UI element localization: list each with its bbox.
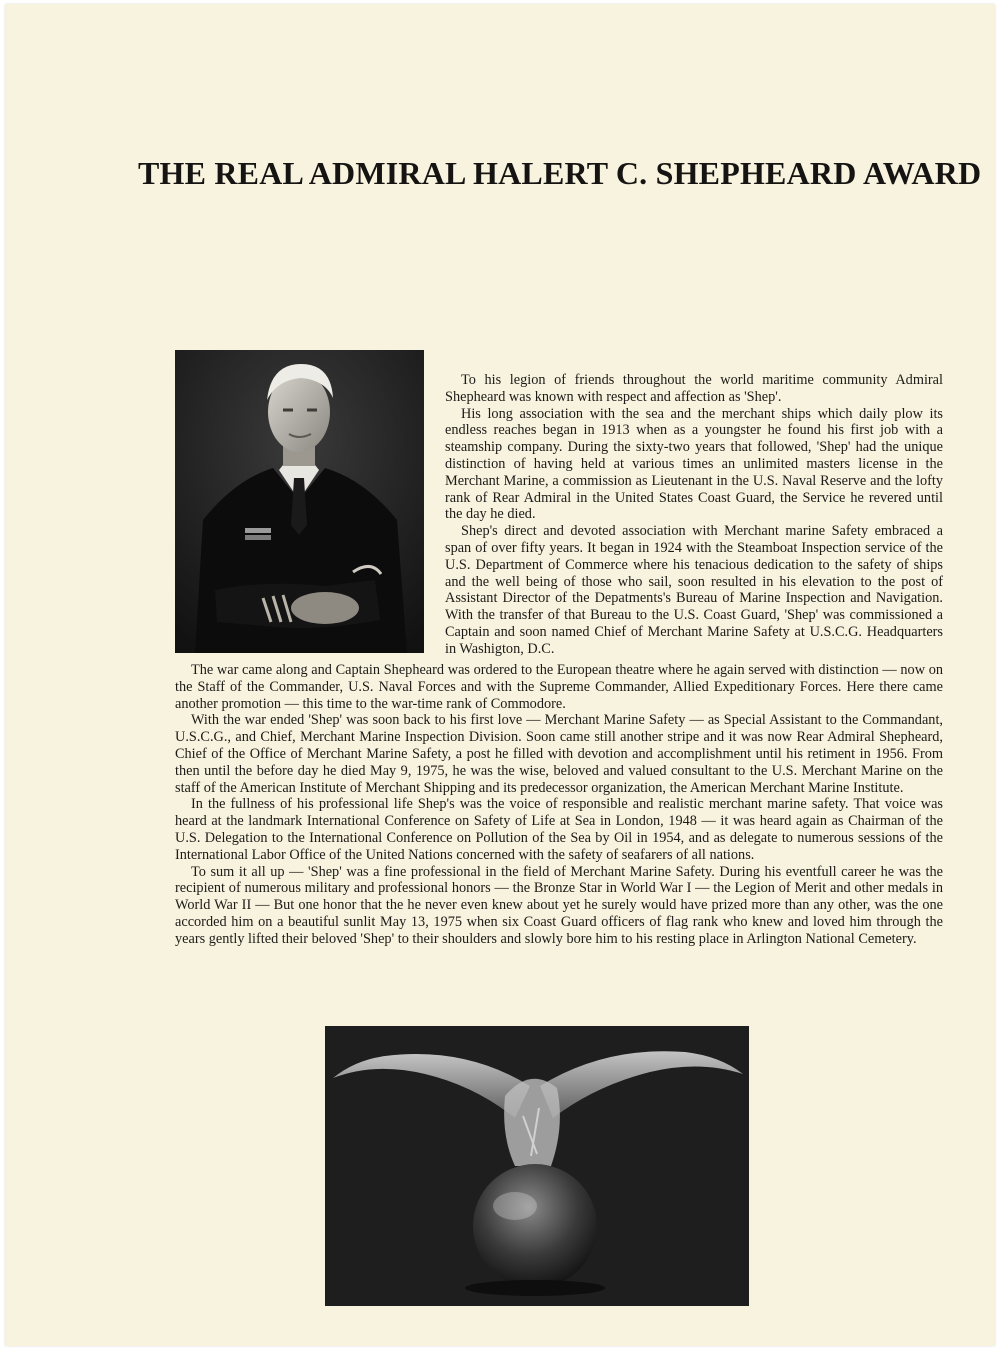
award-sculpture-photo	[325, 1026, 749, 1306]
sculpture-illustration	[325, 1026, 749, 1306]
document-page	[5, 4, 995, 1346]
paragraph-postwar: With the war ended 'Shep' was soon back to his first love — Merchant Marine Safety — as Special Assistant to the Commandant, U.S.C.G., and Chief, Merchant Marine Inspection Division. Soon came still another stripe and it was now Rear Admiral Shepheard, Chief of the Office of Merchant Marine Safety, a post he filled with devotion and accomplishment until his retiment in 1956. From then until the before day he died May 9, 1975, he was the wise, beloved and valued consultant to the U.S. Merchant Marine on the staff of the American Institute of Merchant Shipping and its predecessor organization, the American Merchant Marine Institute.	[175, 712, 943, 796]
page-title: THE REAL ADMIRAL HALERT C. SHEPHEARD AWARD	[138, 155, 982, 191]
paragraph-war-service: The war came along and Captain Shepheard was ordered to the European theatre where he again served with distinction — now on the Staff of the Commander, U.S. Naval Forces and with the Supreme Commander, Allied Expeditionary Forces. Here there came another promotion — this time to the war-time rank of Commodore.	[175, 662, 943, 712]
paragraph-intro-2: His long association with the sea and the merchant ships which daily plow its endless reaches began in 1913 when as a youngster he found his first job with a steamship company. During the sixty-two years that followed, 'Shep' had the unique distinction of having held at various times an unlimited masters license in the Merchant Marine, a commission as Lieutenant in the U.S. Naval Reserve and the lofty rank of Rear Admiral in the United States Coast Guard, the Service he revered until the day he died.	[445, 405, 943, 523]
intro-text-column	[445, 372, 943, 658]
paragraph-summary: To sum it all up — 'Shep' was a fine professional in the field of Merchant Marine Safety. During his eventfull career he was the recipient of numerous military and professional honors — the Bronze Star in World War I — the Legion of Merit and other medals in World War II — But one honor that the he never even knew about yet he surely would have prized more than any other, was the one accorded him on a beautiful sunlit May 13, 1975 when six Coast Guard officers of flag rank who knew and loved him through the years gently lifted their beloved 'Shep' to their shoulders and slowly bore him to his resting place in Arlington National Cemetery.	[175, 863, 943, 947]
portrait-illustration	[175, 350, 424, 653]
paragraph-voice: In the fullness of his professional life Shep's was the voice of responsible and realistic merchant marine safety. That voice was heard at the landmark International Conference on Safety of Life at Sea in London, 1948 — it was heard again as Chairman of the U.S. Delegation to the International Conference on Pollution of the Sea by Oil in 1954, and as delegate to numerous sessions of the International Labor Office of the United Nations concerned with the safety of seafarers of all nations.	[175, 796, 943, 863]
paragraph-intro-3: Shep's direct and devoted association with Merchant marine Safety embraced a span of over fifty years. It began in 1924 with the Steamboat Inspection service of the U.S. Department of Commerce where his tenacious dedication to the safety of ships and the well being of those who sail, soon resulted in his elevation to the post of Assistant Director of the Depatments's Bureau of Marine Inspection and Navigation. With the transfer of that Bureau to the U.S. Coast Guard, 'Shep' was commissioned a Captain and soon named Chief of Merchant Marine Safety at U.S.C.G. Headquarters in Washigton, D.C.	[445, 523, 943, 657]
paragraph-intro-1: To his legion of friends throughout the world maritime community Admiral Shepheard was known with respect and affection as 'Shep'.	[445, 372, 943, 405]
main-text-column	[175, 662, 943, 948]
admiral-portrait-photo	[175, 350, 424, 653]
